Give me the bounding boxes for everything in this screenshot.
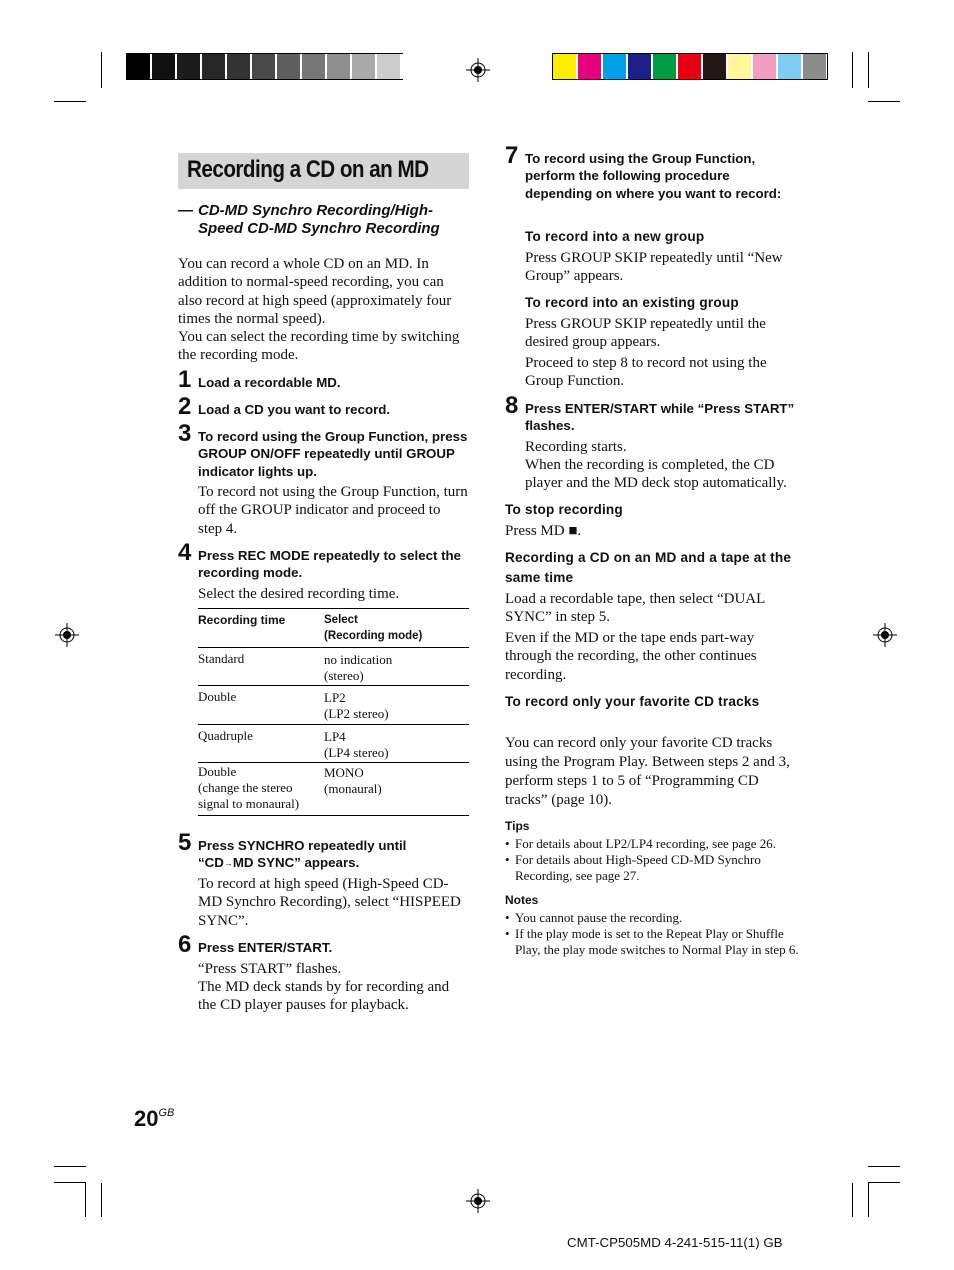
color-swatch xyxy=(252,54,275,79)
step-number: 6 xyxy=(178,931,192,958)
grayscale-color-bar xyxy=(126,53,403,80)
step-body: When the recording is completed, the CD player and the MD deck stop automatically. xyxy=(525,457,787,492)
crop-mark xyxy=(868,1166,900,1167)
page-number xyxy=(134,1106,174,1132)
table-header-cell xyxy=(198,609,324,648)
table-cell xyxy=(198,724,324,762)
list-item xyxy=(505,852,800,884)
paragraph: Press GROUP SKIP repeatedly until “New Group” appears. xyxy=(525,250,783,285)
step-title: Press ENTER/START. xyxy=(198,940,333,955)
crop-mark xyxy=(868,1182,900,1183)
list-item xyxy=(505,836,800,852)
subheading: To record only your favorite CD tracks xyxy=(505,694,760,709)
color-swatch xyxy=(127,54,150,79)
cell-line: signal to monaural) xyxy=(198,795,300,811)
bullet-icon: • xyxy=(505,910,510,925)
step-body: “Press START” flashes. xyxy=(198,961,342,977)
cell-line: Double xyxy=(198,764,237,780)
color-swatch xyxy=(578,54,601,79)
step-number: 2 xyxy=(178,393,192,420)
color-swatch xyxy=(603,54,626,79)
subheading: To record into a new group xyxy=(525,229,705,244)
step-title-part: MD SYNC” appears. xyxy=(232,855,360,871)
step-number: 1 xyxy=(178,366,192,393)
intro-paragraph: You can record a whole CD on an MD. In addition to normal-speed recording, you can also record at high speed (approximately four times the normal speed). xyxy=(178,256,452,327)
intro-paragraph: You can select the recording time by switching the recording mode. xyxy=(178,329,460,364)
table-row xyxy=(198,686,469,724)
crop-mark xyxy=(868,101,900,102)
subheading: Recording a CD on an MD and a tape at the same time xyxy=(505,550,792,585)
color-calibration-bar xyxy=(552,53,828,80)
cell-line: MONO xyxy=(324,765,364,781)
bullet-icon: • xyxy=(505,836,510,851)
paragraph: Press MD ■. xyxy=(505,523,582,539)
color-swatch xyxy=(277,54,300,79)
color-swatch xyxy=(202,54,225,79)
paragraph: Load a recordable tape, then select “DUAL SYNC” in step 5. xyxy=(505,591,765,626)
step-title: Press REC MODE repeatedly to select the recording mode. xyxy=(198,548,462,581)
cell-line: (change the stereo xyxy=(198,779,293,795)
subheading: To stop recording xyxy=(505,502,623,517)
cell-line: Double xyxy=(198,689,237,705)
bullet-icon: • xyxy=(505,852,510,867)
table-cell xyxy=(324,724,469,762)
color-swatch xyxy=(628,54,651,79)
step-title: Load a recordable MD. xyxy=(198,375,341,390)
table-cell xyxy=(324,763,469,816)
table-cell xyxy=(198,648,324,686)
page-subtitle xyxy=(178,202,468,238)
header-select: Select xyxy=(324,614,358,626)
table-cell xyxy=(324,648,469,686)
color-swatch xyxy=(553,54,576,79)
step-title: To record using the Group Function, press GROUP ON/OFF repeatedly until GROUP indicator lights up. xyxy=(198,429,468,479)
cell-line: LP2 xyxy=(324,690,346,706)
cell-line: no indication xyxy=(324,652,393,667)
step-body: Recording starts. xyxy=(525,439,627,455)
color-swatch xyxy=(227,54,250,79)
color-swatch xyxy=(753,54,776,79)
page-title: Recording a CD on an MD xyxy=(187,156,429,183)
step-title: Load a CD you want to record. xyxy=(198,402,391,417)
crop-mark xyxy=(868,1183,869,1217)
color-swatch xyxy=(377,54,400,79)
cell-line: Quadruple xyxy=(198,727,253,743)
recording-mode-table xyxy=(198,608,469,816)
notes-heading: Notes xyxy=(505,893,539,907)
table-row xyxy=(198,648,469,686)
right-arrow-icon: → xyxy=(223,858,233,869)
color-swatch xyxy=(728,54,751,79)
step-body: The MD deck stands by for recording and the CD player pauses for playback. xyxy=(198,979,450,1014)
table-cell xyxy=(324,686,469,724)
crop-mark xyxy=(101,1183,102,1217)
list-item-text: If the play mode is set to the Repeat Play or Shuffle Play, the play mode switches to Normal Play in step 6. xyxy=(515,926,799,957)
cell-line: LP4 xyxy=(324,728,346,744)
subheading: To record into an existing group xyxy=(525,295,739,310)
registration-mark-icon xyxy=(466,1189,490,1213)
color-swatch xyxy=(778,54,801,79)
bullet-icon: • xyxy=(505,926,510,941)
step-title: To record using the Group Function, perform the following procedure depending on where you want to record: xyxy=(525,151,782,201)
table-cell xyxy=(198,686,324,724)
registration-mark-icon xyxy=(466,58,490,82)
color-swatch xyxy=(177,54,200,79)
table-cell xyxy=(198,763,324,816)
step-body: To record not using the Group Function, turn off the GROUP indicator and proceed to step 4. xyxy=(198,484,468,537)
paragraph: Proceed to step 8 to record not using the Group Function. xyxy=(525,355,767,390)
list-item-text: For details about High-Speed CD-MD Synchro Recording, see page 27. xyxy=(515,852,761,883)
notes-list xyxy=(505,910,800,958)
table-header-row xyxy=(198,609,469,648)
list-item-text: You cannot pause the recording. xyxy=(515,910,683,925)
step-number: 7 xyxy=(505,142,519,169)
paragraph: Press GROUP SKIP repeatedly until the desired group appears. xyxy=(525,316,766,351)
crop-mark xyxy=(85,1183,86,1217)
paragraph: Even if the MD or the tape ends part-way through the recording, the other continues recording. xyxy=(505,630,757,683)
color-swatch xyxy=(703,54,726,79)
color-swatch xyxy=(352,54,375,79)
table-header-cell xyxy=(324,609,469,648)
step-body: To record at high speed (High-Speed CD-MD Synchro Recording), select “HISPEED SYNC”. xyxy=(198,876,461,929)
paragraph: You can record only your favorite CD tracks using the Program Play. Between steps 2 and 3, perform steps 1 to 5 of “Programming CD tracks” (page 10). xyxy=(505,735,790,808)
page-number-value: 20 xyxy=(134,1106,159,1131)
color-swatch xyxy=(302,54,325,79)
registration-mark-icon xyxy=(873,623,897,647)
color-swatch xyxy=(678,54,701,79)
crop-mark xyxy=(54,101,86,102)
crop-mark xyxy=(54,1166,86,1167)
footer-model-code: CMT-CP505MD 4-241-515-11(1) GB xyxy=(567,1235,783,1250)
crop-mark xyxy=(868,52,869,88)
crop-mark xyxy=(852,1183,853,1217)
crop-mark xyxy=(101,52,102,88)
cell-line: (LP2 stereo) xyxy=(324,706,389,722)
crop-mark xyxy=(852,52,853,88)
step-title-line xyxy=(198,854,468,872)
step-title xyxy=(198,837,468,873)
cell-line: (LP4 stereo) xyxy=(324,744,389,760)
subtitle-text: CD-MD Synchro Recording/High-Speed CD-MD Synchro Recording xyxy=(198,202,440,237)
step-number: 8 xyxy=(505,392,519,419)
color-swatch xyxy=(327,54,350,79)
tips-heading: Tips xyxy=(505,819,530,833)
header-recording-time: Recording time xyxy=(198,613,286,627)
table-row xyxy=(198,724,469,762)
tips-list xyxy=(505,836,800,884)
page-title-bar xyxy=(178,153,469,189)
step-number: 3 xyxy=(178,420,192,447)
color-swatch xyxy=(152,54,175,79)
color-swatch xyxy=(402,54,425,79)
crop-mark xyxy=(54,1182,86,1183)
table-row xyxy=(198,763,469,816)
step-body: Select the desired recording time. xyxy=(198,586,400,602)
list-item xyxy=(505,910,800,926)
color-swatch xyxy=(653,54,676,79)
header-recording-mode: (Recording mode) xyxy=(324,630,423,642)
list-item xyxy=(505,926,800,958)
cell-line: (stereo) xyxy=(324,667,364,683)
step-number: 4 xyxy=(178,539,192,566)
subtitle-dash: — xyxy=(178,202,193,219)
color-swatch xyxy=(803,54,826,79)
list-item-text: For details about LP2/LP4 recording, see page 26. xyxy=(515,836,777,851)
step-title-line: Press SYNCHRO repeatedly until xyxy=(198,838,407,853)
page-number-suffix: GB xyxy=(158,1107,175,1119)
step-title: Press ENTER/START while “Press START” flashes. xyxy=(525,401,795,434)
step-number: 5 xyxy=(178,829,192,856)
cell-line: (monaural) xyxy=(324,780,382,796)
cell-line: Standard xyxy=(198,651,245,666)
registration-mark-icon xyxy=(55,623,79,647)
step-title-part: “CD xyxy=(198,855,224,871)
